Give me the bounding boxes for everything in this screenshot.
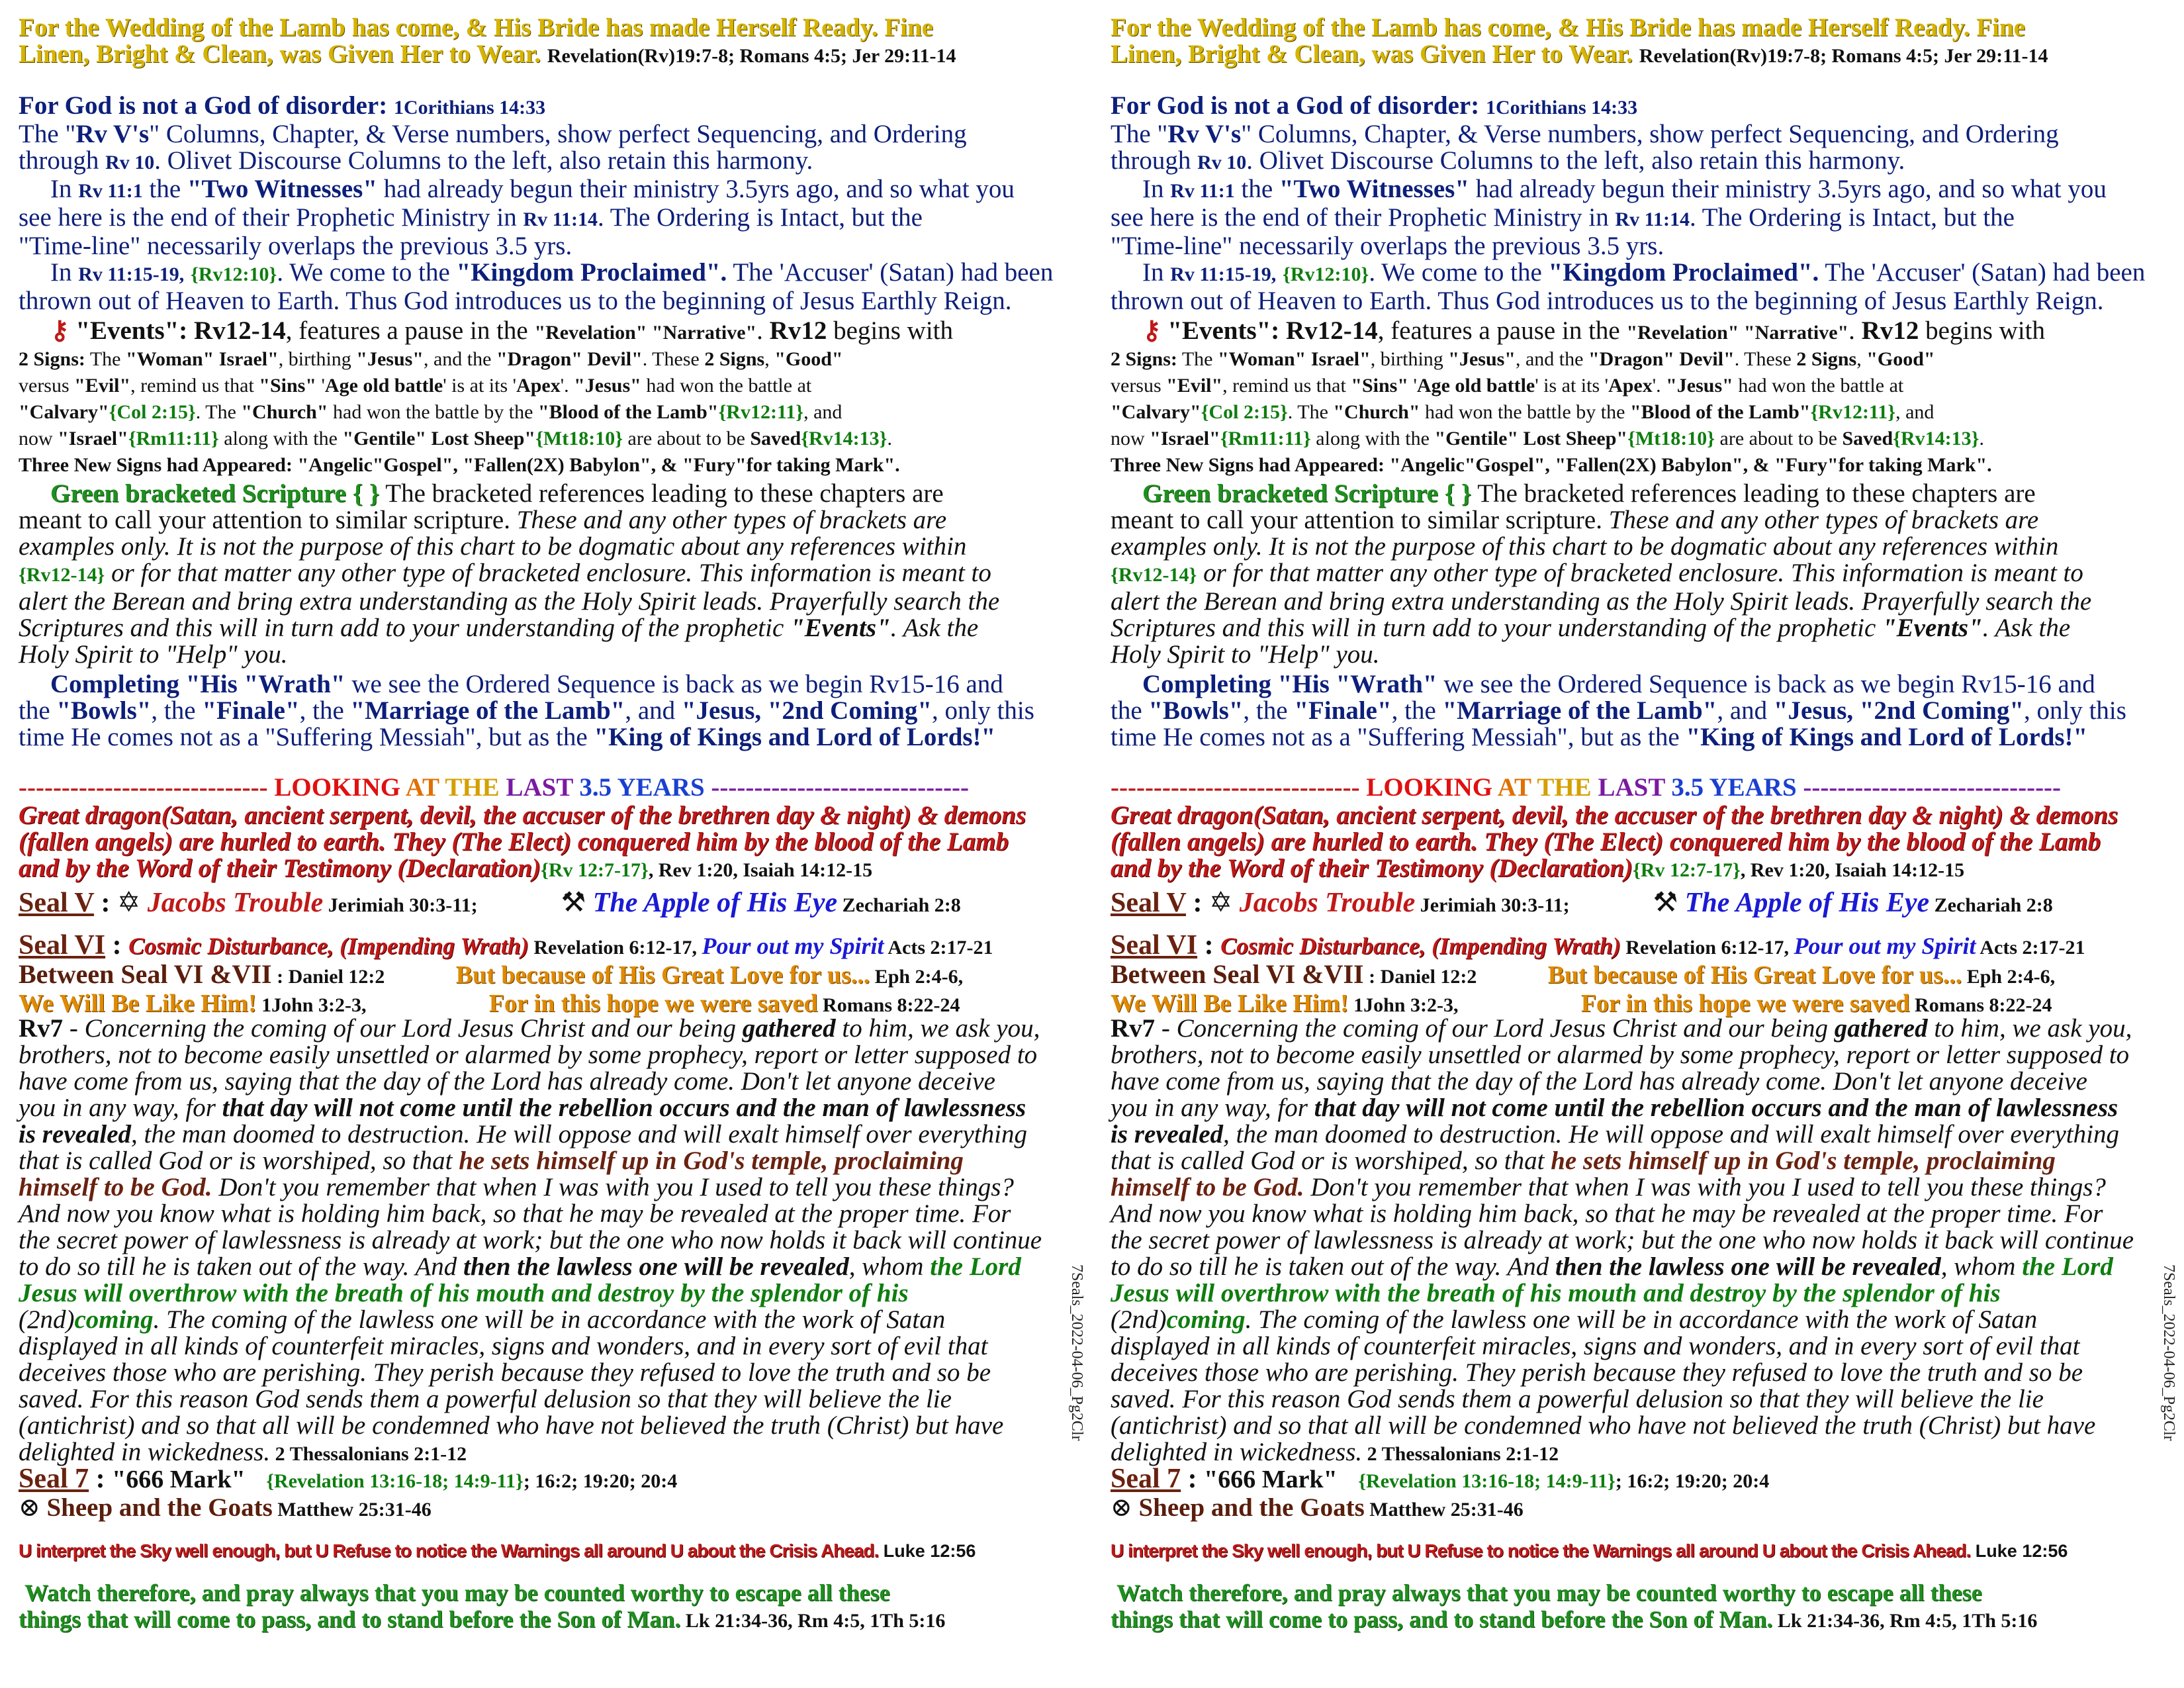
sky-line: U interpret the Sky well enough, but U Refuse to notice the Warnings all around U about the Crisis Ahead. Luke 12:56 xyxy=(1111,1540,2068,1561)
hammer-icon: ⚒ xyxy=(1653,888,1678,918)
header-block xyxy=(1111,15,2169,70)
order-block: For God is not a God of disorder: 1Corithians 14:33 The "Rv V's" Columns, Chapter, & Verse numbers, show perfect Sequencing, and Ordering through Rv 10. Olivet Discourse Columns to the left, also retain this harmony. In Rv 11:1 the "Two Witnesses" had already begun their ministry 3.5yrs ago, and so what you see here is the end of their Prophetic Ministry in Rv 11:14. The Ordering is Intact, but the "Time-line" necessarily overlaps the previous 3.5 yrs. In Rv 11:15-19, {Rv12:10}. We come to the "Kingdom Proclaimed". The 'Accuser' (Satan) had been thrown out of Heaven to Earth. Thus God introduces us to the beginning of Jesus Earthly Reign. xyxy=(1111,91,2146,315)
wrath-block: Completing "His "Wrath" we see the Ordered Sequence is back as we begin Rv15-16 and the "Bowls", the "Finale", the "Marriage of the Lamb", and "Jesus, "2nd Coming", only this time He comes not as a "Suffering Messiah", but as the "King of Kings and Lord of Lords!" xyxy=(1111,670,2126,751)
thessalonians-block: Rv7 - Concerning the coming of our Lord Jesus Christ and our being gathered to him, we ask you, brothers, not to become easily unsettled or alarmed by some prophecy, report or letter supposed to have come from us, saying that the day of the Lord has already come. Don't let anyone deceive you in any way, for that day will not come until the rebellion occurs and the man of lawlessness is revealed, the man doomed to destruction. He will oppose and will exalt himself over everything that is called God or is worshiped, so that he sets himself up in God's temple, proclaiming himself to be God. Don't you remember that when I was with you I used to tell you these things? And now you know what is holding him back, so that he may be revealed at the proper time. For the secret power of lawlessness is already at work; but the one who now holds it back will continue to do so till he is taken out of the way. And then the lawless one will be revealed, whom the Lord Jesus will overthrow with the breath of his mouth and destroy by the splendor of his (2nd)coming. The coming of the lawless one will be in accordance with the work of Satan displayed in all kinds of counterfeit miracles, signs and wonders, and in every sort of evil that deceives those who are perishing. They perish because they refused to love the truth and so be saved. For this reason God sends them a powerful delusion so that they will believe the lie (antichrist) and so that all will be condemned who have not believed the truth (Christ) but have delighted in wickedness. 2 Thessalonians 2:1-12 xyxy=(1111,1014,2134,1466)
header-ref: Revelation(Rv)19:7-8; Romans 4:5; Jer 29:11-14 xyxy=(1639,45,2048,67)
dragon-block: Great dragon(Satan, ancient serpent, devil, the accuser of the brethren day & night) & demons (fallen angels) are hurled to earth. They (The Elect) conquered him by the blood of the Lamb and by the Word of their Testimony (Declaration){Rv 12:7-17}, Rev 1:20, Isaiah 14:12-15 xyxy=(19,801,1026,882)
star-icon: ✡ xyxy=(1208,888,1233,918)
seal6-label: Seal VI xyxy=(19,930,106,961)
header-title-line2: Linen, Bright & Clean, was Given Her to Wear. xyxy=(1111,40,1633,68)
seal7-block: Seal 7 : "666 Mark" {Revelation 13:16-18; 14:9-11}; 16:2; 19:20; 20:4 ⊗ Sheep and the Goats Matthew 25:31-46 xyxy=(19,1464,678,1522)
seal5-label: Seal V xyxy=(19,888,94,918)
watch-block: Watch therefore, and pray always that you may be counted worthy to escape all these things that will come to pass, and to stand before the Son of Man. Lk 21:34-36, Rm 4:5, 1Th 5:16 xyxy=(19,1579,946,1632)
hammer-icon: ⚒ xyxy=(561,888,586,918)
seal6-block: Seal VI : Cosmic Disturbance, (Impending Wrath) Revelation 6:12-17, Pour out my Spirit Acts 2:17-21 Between Seal VI &VII : Daniel 12:2 But because of His Great Love for us... Eph 2:4-6, We Will Be Like Him! 1John 3:2-3, For in this hope we were saved Romans 8:22-24 xyxy=(1111,930,2085,1017)
events-block: ⚷ "Events": Rv12-14, features a pause in the "Revelation" "Narrative". Rv12 begins with 2 Signs: The "Woman" Israel", birthing "Jesus", and the "Dragon" Devil". These 2 Signs, "Good" versus "Evil", remind us that "Sins" 'Age old battle' is at its 'Apex'. "Jesus" had won the battle at "Calvary"{Col 2:15}. The "Church" had won the battle by the "Blood of the Lamb"{Rv12:11}, and now "Israel"{Rm11:11} along with the "Gentile" Lost Sheep"{Mt18:10} are about to be Saved{Rv14:13}. Three New Signs had Appeared: "Angelic"Gospel", "Fallen(2X) Babylon", & "Fury"for taking Mark". xyxy=(1111,316,2046,476)
right-file-label: 7Seals_2022-04-06_Pg2Clr xyxy=(2160,1264,2177,1441)
thessalonians-block: Rv7 - Concerning the coming of our Lord Jesus Christ and our being gathered to him, we ask you, brothers, not to become easily unsettled or alarmed by some prophecy, report or letter supposed to have come from us, saying that the day of the Lord has already come. Don't let anyone deceive you in any way, for that day will not come until the rebellion occurs and the man of lawlessness is revealed, the man doomed to destruction. He will oppose and will exalt himself over everything that is called God or is worshiped, so that he sets himself up in God's temple, proclaiming himself to be God. Don't you remember that when I was with you I used to tell you these things? And now you know what is holding him back, so that he may be revealed at the proper time. For the secret power of lawlessness is already at work; but the one who now holds it back will continue to do so till he is taken out of the way. And then the lawless one will be revealed, whom the Lord Jesus will overthrow with the breath of his mouth and destroy by the splendor of his (2nd)coming. The coming of the lawless one will be in accordance with the work of Satan displayed in all kinds of counterfeit miracles, signs and wonders, and in every sort of evil that deceives those who are perishing. They perish because they refused to love the truth and so be saved. For this reason God sends them a powerful delusion so that they will believe the lie (antichrist) and so that all will be condemned who have not believed the truth (Christ) but have delighted in wickedness. 2 Thessalonians 2:1-12 xyxy=(19,1014,1042,1466)
header-title-line1: For the Wedding of the Lamb has come, & His Bride has made Herself Ready. Fine xyxy=(1111,13,2025,42)
seal7-label: Seal 7 xyxy=(19,1464,89,1494)
key-icon: ⚷ xyxy=(50,316,69,345)
order-heading-ref: 1Corithians 14:33 xyxy=(393,97,546,118)
sky-line: U interpret the Sky well enough, but U Refuse to notice the Warnings all around U about the Crisis Ahead. Luke 12:56 xyxy=(19,1540,976,1561)
order-heading-ref: 1Corithians 14:33 xyxy=(1485,97,1638,118)
events-block: ⚷ "Events": Rv12-14, features a pause in the "Revelation" "Narrative". Rv12 begins with 2 Signs: The "Woman" Israel", birthing "Jesus", and the "Dragon" Devil". These 2 Signs, "Good" versus "Evil", remind us that "Sins" 'Age old battle' is at its 'Apex'. "Jesus" had won the battle at "Calvary"{Col 2:15}. The "Church" had won the battle by the "Blood of the Lamb"{Rv12:11}, and now "Israel"{Rm11:11} along with the "Gentile" Lost Sheep"{Mt18:10} are about to be Saved{Rv14:13}. Three New Signs had Appeared: "Angelic"Gospel", "Fallen(2X) Babylon", & "Fury"for taking Mark". xyxy=(19,316,954,476)
seal6-label: Seal VI xyxy=(1111,930,1198,961)
wrath-block: Completing "His "Wrath" we see the Ordered Sequence is back as we begin Rv15-16 and the "Bowls", the "Finale", the "Marriage of the Lamb", and "Jesus, "2nd Coming", only this time He comes not as a "Suffering Messiah", but as the "King of Kings and Lord of Lords!" xyxy=(19,670,1034,751)
green-note-block: Green bracketed Scripture { } The bracketed references leading to these chapters are meant to call your attention to similar scripture. These and any other types of brackets are examples only. It is not the purpose of this chart to be dogmatic about any references within {Rv12-14} or for that matter any other type of bracketed enclosure. This information is meant to alert the Berean and bring extra understanding as the Holy Spirit leads. Prayerfully search the Scriptures and this will in turn add to your understanding of the prophetic "Events". Ask the Holy Spirit to "Help" you. xyxy=(19,479,1000,669)
otimes-icon: ⊗ xyxy=(19,1493,40,1522)
key-icon: ⚷ xyxy=(1142,316,1161,345)
dragon-block: Great dragon(Satan, ancient serpent, devil, the accuser of the brethren day & night) & demons (fallen angels) are hurled to earth. They (The Elect) conquered him by the blood of the Lamb and by the Word of their Testimony (Declaration){Rv 12:7-17}, Rev 1:20, Isaiah 14:12-15 xyxy=(1111,801,2118,882)
header-title-line2: Linen, Bright & Clean, was Given Her to Wear. xyxy=(19,40,541,68)
green-note-title: Green bracketed Scripture { } xyxy=(1142,479,1472,508)
left-column xyxy=(19,9,1084,1684)
left-file-label: 7Seals_2022-04-06_Pg2Clr xyxy=(1068,1264,1085,1441)
divider-looking: ----------------------------- LOOKING AT THE LAST 3.5 YEARS ------------------------------ xyxy=(1111,773,2062,802)
watch-block: Watch therefore, and pray always that you may be counted worthy to escape all these things that will come to pass, and to stand before the Son of Man. Lk 21:34-36, Rm 4:5, 1Th 5:16 xyxy=(1111,1579,2038,1632)
green-note-block: Green bracketed Scripture { } The bracketed references leading to these chapters are meant to call your attention to similar scripture. These and any other types of brackets are examples only. It is not the purpose of this chart to be dogmatic about any references within {Rv12-14} or for that matter any other type of bracketed enclosure. This information is meant to alert the Berean and bring extra understanding as the Holy Spirit leads. Prayerfully search the Scriptures and this will in turn add to your understanding of the prophetic "Events". Ask the Holy Spirit to "Help" you. xyxy=(1111,479,2092,669)
header-title-line1: For the Wedding of the Lamb has come, & His Bride has made Herself Ready. Fine xyxy=(19,13,933,42)
seal5-row: Seal V : ✡ Jacobs Trouble Jerimiah 30:3-11; ⚒ The Apple of His Eye Zechariah 2:8 xyxy=(1111,888,2053,918)
seal7-block: Seal 7 : "666 Mark" {Revelation 13:16-18; 14:9-11}; 16:2; 19:20; 20:4 ⊗ Sheep and the Goats Matthew 25:31-46 xyxy=(1111,1464,1770,1522)
header-ref: Revelation(Rv)19:7-8; Romans 4:5; Jer 29:11-14 xyxy=(547,45,956,67)
divider-looking: ----------------------------- LOOKING AT THE LAST 3.5 YEARS ------------------------------ xyxy=(19,773,970,802)
star-icon: ✡ xyxy=(116,888,141,918)
seal7-label: Seal 7 xyxy=(1111,1464,1181,1494)
order-heading: For God is not a God of disorder: xyxy=(19,91,388,120)
seal5-row: Seal V : ✡ Jacobs Trouble Jerimiah 30:3-11; ⚒ The Apple of His Eye Zechariah 2:8 xyxy=(19,888,961,918)
header-block xyxy=(19,15,1077,70)
order-heading: For God is not a God of disorder: xyxy=(1111,91,1480,120)
seal5-label: Seal V xyxy=(1111,888,1186,918)
otimes-icon: ⊗ xyxy=(1111,1493,1132,1522)
green-note-title: Green bracketed Scripture { } xyxy=(50,479,380,508)
right-column xyxy=(1111,9,2176,1684)
order-block: For God is not a God of disorder: 1Corithians 14:33 The "Rv V's" Columns, Chapter, & Verse numbers, show perfect Sequencing, and Ordering through Rv 10. Olivet Discourse Columns to the left, also retain this harmony. In Rv 11:1 the "Two Witnesses" had already begun their ministry 3.5yrs ago, and so what you see here is the end of their Prophetic Ministry in Rv 11:14. The Ordering is Intact, but the "Time-line" necessarily overlaps the previous 3.5 yrs. In Rv 11:15-19, {Rv12:10}. We come to the "Kingdom Proclaimed". The 'Accuser' (Satan) had been thrown out of Heaven to Earth. Thus God introduces us to the beginning of Jesus Earthly Reign. xyxy=(19,91,1054,315)
seal6-block: Seal VI : Cosmic Disturbance, (Impending Wrath) Revelation 6:12-17, Pour out my Spirit Acts 2:17-21 Between Seal VI &VII : Daniel 12:2 But because of His Great Love for us... Eph 2:4-6, We Will Be Like Him! 1John 3:2-3, For in this hope we were saved Romans 8:22-24 xyxy=(19,930,993,1017)
